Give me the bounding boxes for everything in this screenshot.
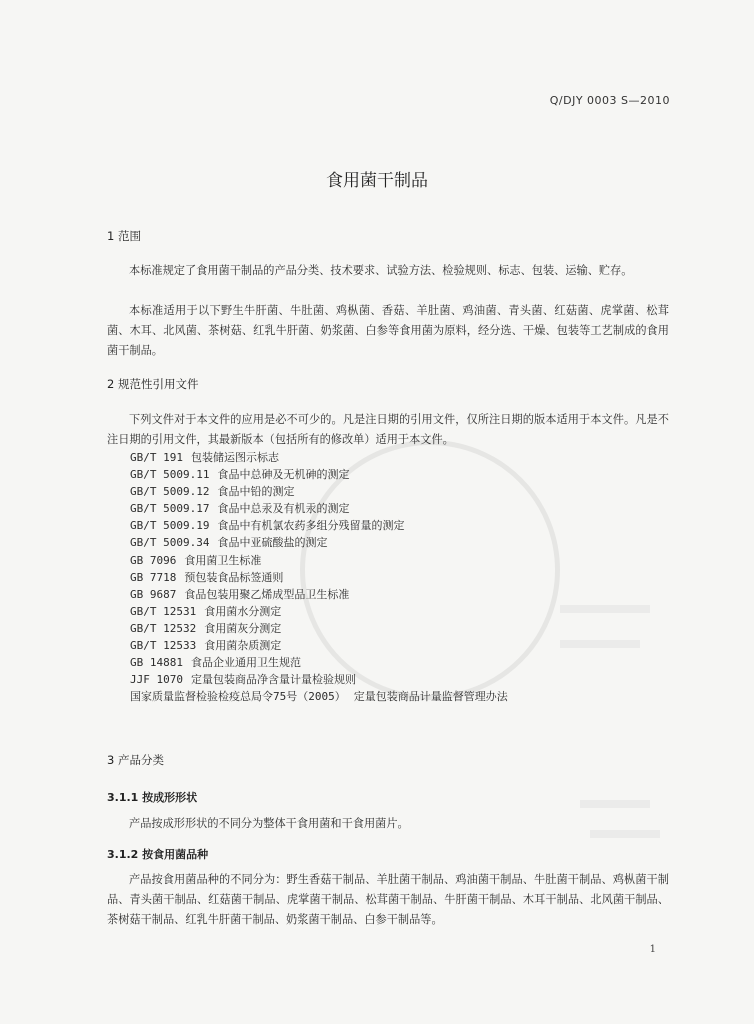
page-number: 1 [649,944,656,955]
section-3-heading: 3 产品分类 [107,753,164,767]
reference-item: GB/T 191 包装储运图示标志 [130,451,279,464]
section-1-paragraph-1: 本标准规定了食用菌干制品的产品分类、技术要求、试验方法、检验规则、标志、包装、运输、贮存。 [129,264,633,277]
bleed-through-mark [580,800,650,808]
reference-item: GB/T 12533 食用菌杂质测定 [130,639,282,653]
reference-item: GB/T 12531 食用菌水分测定 [130,604,282,618]
reference-item: JJF 1070 定量包装商品净含量计量检验规则 [130,673,356,687]
subsection-3-1-2-heading: 3.1.2 按食用菌品种 [107,848,209,861]
bleed-through-mark [560,605,650,613]
section-1-heading: 1 范围 [107,229,141,243]
reference-item: GB 7096 食用菌卫生标准 [130,553,262,567]
section-2-heading: 2 规范性引用文件 [107,377,199,391]
reference-item: GB/T 5009.12 食品中铅的测定 [130,485,295,499]
reference-item: GB 14881 食品企业通用卫生规范 [130,656,301,670]
bleed-through-mark [560,640,640,648]
subsection-3-1-1-heading: 3.1.1 按成形形状 [107,791,198,804]
subsection-3-1-1-text: 产品按成形形状的不同分为整体干食用菌和干食用菌片。 [129,817,409,830]
section-1-paragraph-2: 本标准适用于以下野生牛肝菌、牛肚菌、鸡枞菌、香菇、羊肚菌、鸡油菌、青头菌、红菇菌、虎掌菌、松茸菌、木耳、北风菌、茶树菇、红乳牛肝菌、奶浆菌、白参等食用菌为原料，经分选、干燥、包装等工艺制成的食用菌干制品。 [107,304,669,357]
normative-references-list [130,449,508,705]
reference-item: GB/T 12532 食用菌灰分测定 [130,621,282,635]
reference-item: GB/T 5009.17 食品中总汞及有机汞的测定 [130,502,350,516]
reference-item: GB/T 5009.34 食品中亚硫酸盐的测定 [130,536,328,550]
document-title: 食用菌干制品 [326,171,428,191]
reference-item: 国家质量监督检验检疫总局令75号（2005） 定量包装商品计量监督管理办法 [130,690,508,704]
section-2-intro: 下列文件对于本文件的应用是必不可少的。凡是注日期的引用文件，仅所注日期的版本适用于本文件。凡是不注日期的引用文件，其最新版本（包括所有的修改单）适用于本文件。 [107,413,669,446]
reference-item: GB/T 5009.19 食品中有机氯农药多组分残留量的测定 [130,519,405,533]
reference-item: GB 9687 食品包装用聚乙烯成型品卫生标准 [130,587,350,601]
standard-code: Q/DJY 0003 S—2010 [549,94,670,107]
subsection-3-1-2-text: 产品按食用菌品种的不同分为：野生香菇干制品、羊肚菌干制品、鸡油菌干制品、牛肚菌干制品、鸡枞菌干制品、青头菌干制品、红菇菌干制品、虎掌菌干制品、松茸菌干制品、牛肝菌干制品、木耳干制品、北风菌干制品、茶树菇干制品、红乳牛肝菌干制品、奶浆菌干制品、白参干制品等。 [107,873,669,926]
reference-item: GB/T 5009.11 食品中总砷及无机砷的测定 [130,468,350,482]
reference-item: GB 7718 预包装食品标签通则 [130,570,284,584]
